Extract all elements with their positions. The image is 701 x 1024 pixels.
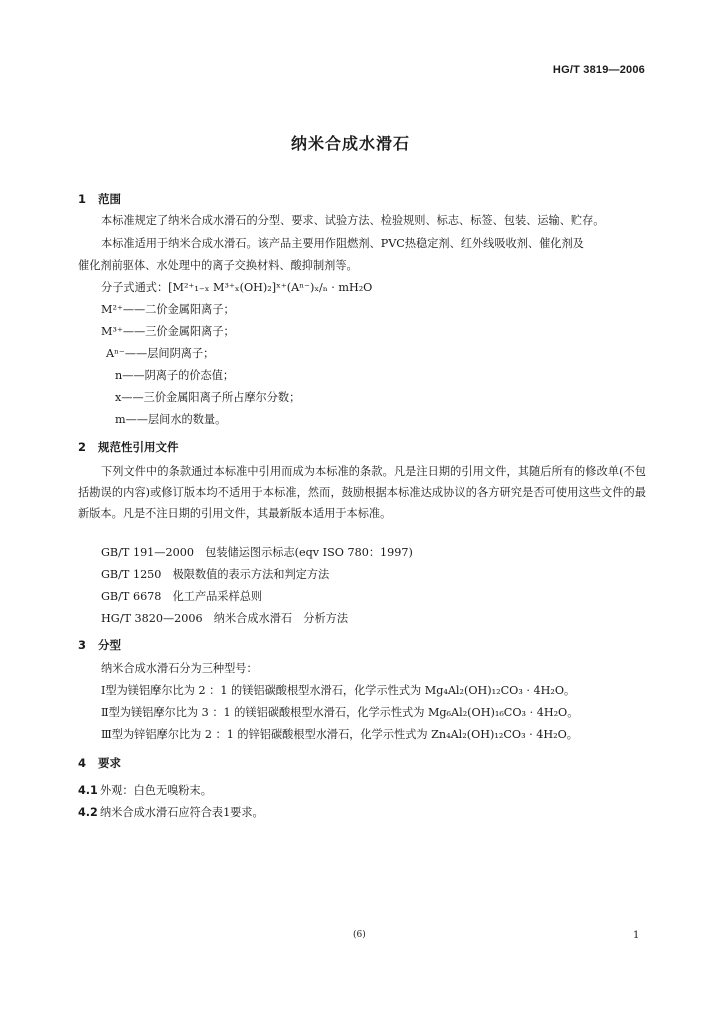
classification-intro: 纳米合成水滑石分为三种型号： (101, 662, 258, 675)
reference-item: GB/T 1250 极限数值的表示方法和判定方法 (101, 568, 330, 581)
normative-references-paragraph: 下列文件中的条款通过本标准中引用而成为本标准的条款。凡是注日期的引用文件，其随后所有的修改单(不包括勘误的内容)或修订版本均不适用于本标准，然而，鼓励根据本标准达成协议的各方研究是否可使用这些文件的最新版本。凡是不注日期的引用文件，其最新版本适用于本标准。 (78, 465, 646, 520)
standard-code: HG/T 3819—2006 (552, 64, 645, 76)
section-title: 规范性引用文件 (98, 440, 179, 454)
section-number: 1 (78, 192, 87, 206)
type-item: Ⅱ型为镁铝摩尔比为 3 ：1 的镁铝碳酸根型水滑石，化学示性式为 Mg₆Al₂(OH)₁₆CO₃ · 4H₂O。 (101, 706, 579, 719)
subsection-number: 4.1 (78, 784, 98, 797)
requirement-item (78, 782, 212, 798)
page-number: 1 (633, 930, 640, 941)
page-mark: (6) (353, 930, 366, 940)
reference-item: GB/T 191—2000 包装储运图示标志(eqv ISO 780：1997) (101, 546, 413, 559)
scope-paragraph-2-line-1: 本标准适用于纳米合成水滑石。该产品主要用作阻燃剂、PVC热稳定剂、红外线吸收剂、催化剂及 (101, 237, 584, 250)
definition-item: x——三价金属阳离子所占摩尔分数； (115, 391, 301, 404)
section-number: 3 (78, 638, 87, 652)
section-number: 2 (78, 440, 87, 454)
section-number: 4 (78, 756, 87, 770)
subsection-number: 4.2 (78, 806, 98, 819)
definition-item: M²⁺——二价金属阳离子； (101, 303, 235, 316)
requirement-text: 外观：白色无嗅粉末。 (100, 784, 212, 797)
section-title: 范围 (98, 192, 121, 206)
section-2-heading (78, 439, 179, 455)
type-item: Ⅲ型为锌铝摩尔比为 2 ：1 的锌铝碳酸根型水滑石，化学示性式为 Zn₄Al₂(OH)₁₂CO₃ · 4H₂O。 (101, 728, 578, 741)
definition-item: M³⁺——三价金属阳离子； (101, 325, 235, 338)
section-1-heading (78, 191, 121, 207)
section-title: 要求 (98, 756, 121, 770)
section-3-heading (78, 637, 121, 653)
requirement-item (78, 804, 264, 820)
scope-paragraph-2-line-2: 催化剂前驱体、水处理中的离子交换材料、酸抑制剂等。 (78, 259, 358, 272)
section-4-heading (78, 755, 121, 771)
definition-item: n——阴离子的价态值； (115, 369, 235, 382)
reference-item: HG/T 3820—2006 纳米合成水滑石 分析方法 (101, 612, 349, 625)
requirement-text: 纳米合成水滑石应符合表1要求。 (100, 806, 264, 819)
scope-paragraph-1: 本标准规定了纳米合成水滑石的分型、要求、试验方法、检验规则、标志、标签、包装、运输、贮存。 (101, 214, 605, 227)
molecular-formula: 分子式通式：[M²⁺₁₋ₓ M³⁺ₓ(OH)₂]ˣ⁺(Aⁿ⁻)ₓ/ₙ · mH₂O (101, 281, 373, 294)
type-item: Ⅰ型为镁铝摩尔比为 2 ：1 的镁铝碳酸根型水滑石，化学示性式为 Mg₄Al₂(OH)₁₂CO₃ · 4H₂O。 (101, 684, 576, 697)
reference-item: GB/T 6678 化工产品采样总则 (101, 590, 263, 603)
section-title: 分型 (98, 638, 121, 652)
definition-item: Aⁿ⁻——层间阴离子； (106, 347, 215, 360)
document-title: 纳米合成水滑石 (290, 134, 410, 153)
definition-item: m——层间水的数量。 (115, 413, 227, 426)
